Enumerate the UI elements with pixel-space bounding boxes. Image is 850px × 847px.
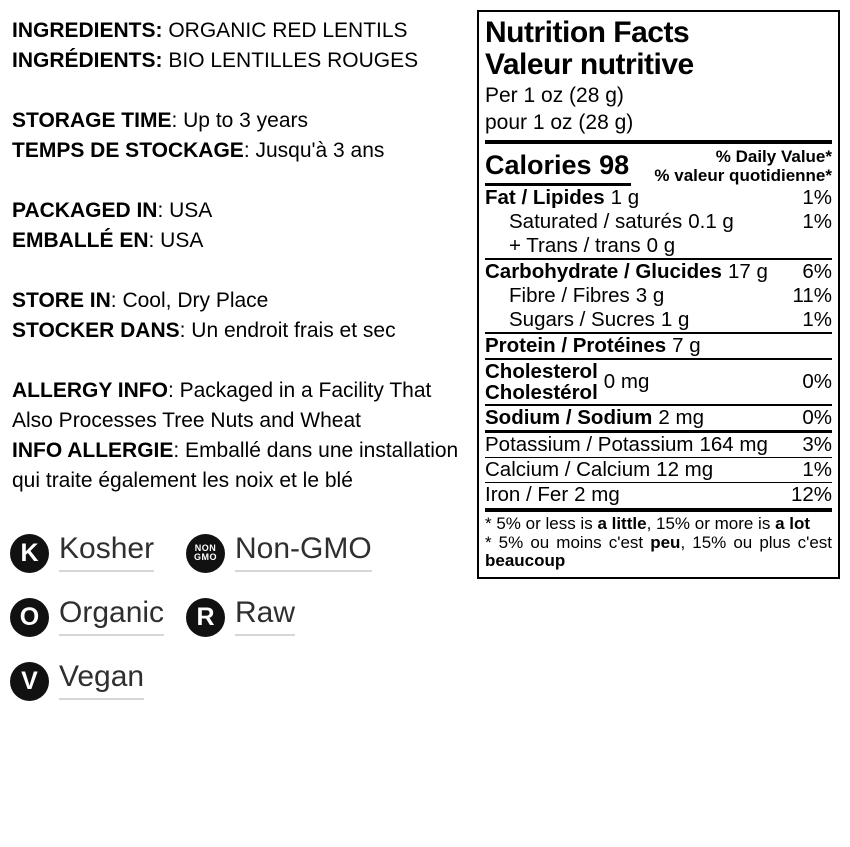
nutrient-row-saturated [485, 210, 832, 234]
cholesterol-dv: 0% [802, 370, 832, 393]
calories-label: Calories [485, 150, 592, 180]
non-gmo-icon-line2: GMO [194, 552, 217, 562]
sodium-name: Sodium / Sodium [485, 406, 653, 429]
calcium-name: Calcium / Calcium [485, 458, 651, 481]
calcium-dv: 1% [802, 458, 832, 481]
rule-thick-top [485, 140, 832, 144]
packaged-in-label-en: PACKAGED IN [12, 199, 158, 222]
iron-amount: 2 mg [574, 483, 620, 506]
allergy-info-line-en [12, 376, 476, 436]
cholesterol-name-fr: Cholestérol [485, 381, 598, 404]
daily-value-header-fr: % valeur quotidienne* [654, 166, 832, 185]
fibre-dv: 11% [792, 284, 832, 307]
fat-amount: 1 g [610, 186, 640, 209]
nutrition-facts-panel [477, 10, 840, 579]
ingredients-line-fr [12, 46, 476, 76]
ingredients-line-en [12, 16, 476, 46]
badge-organic-label: Organic [59, 598, 164, 636]
carbohydrate-name: Carbohydrate / Glucides [485, 260, 722, 283]
carbohydrate-amount: 17 g [727, 260, 768, 283]
non-gmo-icon-line1: NON [194, 543, 217, 553]
iron-dv: 12% [790, 483, 832, 506]
sugars-name: Sugars / Sucres [509, 308, 655, 331]
nutrient-row-calcium [485, 457, 832, 482]
kosher-icon [10, 534, 49, 573]
footnote-en-seg3: , 15% or more is [646, 514, 776, 533]
storage-time-label-en: STORAGE TIME [12, 109, 172, 132]
allergy-info-value-fr: : Emballé dans une installation qui traite également les noix et le blé [12, 439, 459, 492]
ingredients-block [12, 16, 476, 76]
packaged-in-label-fr: EMBALLÉ EN [12, 229, 149, 252]
footnote-fr [485, 534, 832, 571]
store-in-line-fr [12, 316, 476, 346]
store-in-line-en [12, 286, 476, 316]
nutrient-row-carbohydrate [485, 258, 832, 284]
nutrient-row-trans [485, 234, 832, 258]
badge-non-gmo [186, 534, 406, 573]
fat-name: Fat / Lipides [485, 186, 605, 209]
badge-raw [186, 598, 406, 637]
saturated-amount: 0.1 g [688, 210, 734, 233]
kosher-icon-letter: K [20, 538, 39, 567]
packaged-in-block [12, 196, 476, 256]
footnote-fr-seg3: , 15% ou plus c'est [680, 532, 832, 552]
nutrient-row-protein [485, 332, 832, 358]
potassium-name: Potassium / Potassium [485, 433, 694, 456]
storage-time-value-en: : Up to 3 years [171, 109, 309, 132]
certification-badges [10, 521, 406, 713]
fibre-name: Fibre / Fibres [509, 284, 630, 307]
cholesterol-names [485, 361, 598, 403]
store-in-block [12, 286, 476, 346]
packaged-in-line-en [12, 196, 476, 226]
store-in-label-en: STORE IN [12, 289, 111, 312]
badge-kosher-label: Kosher [59, 534, 154, 572]
packaged-in-value-fr: : USA [148, 229, 204, 252]
nutrient-row-cholesterol [485, 358, 832, 404]
sugars-amount: 1 g [660, 308, 690, 331]
allergy-info-value-en: : Packaged in a Facility That Also Processes Tree Nuts and Wheat [12, 379, 432, 432]
storage-time-line-fr [12, 136, 476, 166]
calories-value: 98 [599, 150, 630, 180]
fat-dv: 1% [802, 186, 832, 209]
storage-time-label-fr: TEMPS DE STOCKAGE [12, 139, 244, 162]
protein-name: Protein / Protéines [485, 334, 667, 357]
footnote-en-seg2: a little [597, 514, 647, 533]
calories-zone [485, 147, 832, 186]
vegan-icon-letter: V [21, 666, 38, 695]
nutrition-title-fr: Valeur nutritive [485, 48, 694, 81]
trans-name: + Trans / trans [509, 234, 641, 257]
footnote-fr-seg1: * 5% ou moins c'est [485, 532, 651, 552]
nutrient-row-sodium [485, 404, 832, 430]
organic-icon [10, 598, 49, 637]
badge-organic [10, 598, 186, 637]
serving-size-en: Per 1 oz (28 g) [485, 84, 624, 107]
nutrient-row-potassium [485, 430, 832, 457]
serving-size-fr: pour 1 oz (28 g) [485, 111, 634, 134]
protein-amount: 7 g [672, 334, 701, 357]
nutrient-row-fibre [485, 284, 832, 308]
store-in-label-fr: STOCKER DANS [12, 319, 180, 342]
allergy-info-block [12, 376, 476, 496]
product-info-column [12, 16, 476, 526]
storage-time-block [12, 106, 476, 166]
vegan-icon [10, 662, 49, 701]
allergy-info-label-fr: INFO ALLERGIE [12, 439, 174, 462]
store-in-value-en: : Cool, Dry Place [110, 289, 269, 312]
footnote [485, 508, 832, 573]
footnote-fr-seg4: beaucoup [485, 551, 566, 570]
badge-vegan-label: Vegan [59, 662, 144, 700]
raw-icon [186, 598, 225, 637]
ingredients-value-fr: BIO LENTILLES ROUGES [162, 49, 419, 72]
allergy-info-label-en: ALLERGY INFO [12, 379, 168, 402]
sugars-dv: 1% [802, 308, 832, 331]
footnote-en [485, 515, 832, 534]
iron-name: Iron / Fer [485, 483, 569, 506]
raw-icon-letter: R [196, 602, 215, 631]
ingredients-value-en: ORGANIC RED LENTILS [162, 19, 408, 42]
daily-value-header [654, 147, 832, 186]
organic-icon-letter: O [19, 602, 40, 631]
footnote-en-seg4: a lot [775, 514, 811, 533]
footnote-fr-seg2: peu [650, 532, 681, 552]
badge-raw-label: Raw [235, 598, 295, 636]
allergy-info-line-fr [12, 436, 476, 496]
nutrient-row-fat [485, 186, 832, 210]
storage-time-value-fr: : Jusqu'à 3 ans [243, 139, 385, 162]
calories-row [485, 150, 631, 186]
sodium-dv: 0% [802, 406, 832, 429]
badge-non-gmo-label: Non-GMO [235, 534, 372, 572]
potassium-amount: 164 mg [699, 433, 768, 456]
badge-kosher [10, 534, 186, 573]
packaged-in-line-fr [12, 226, 476, 256]
non-gmo-icon-text [194, 544, 217, 562]
saturated-dv: 1% [802, 210, 832, 233]
ingredients-label-en: INGREDIENTS: [12, 19, 163, 42]
cholesterol-amount: 0 mg [603, 370, 650, 393]
daily-value-header-en: % Daily Value* [715, 147, 832, 166]
store-in-value-fr: : Un endroit frais et sec [179, 319, 396, 342]
fibre-amount: 3 g [635, 284, 665, 307]
footnote-en-seg1: * 5% or less is [485, 514, 598, 533]
cholesterol-name-en: Cholesterol [485, 360, 598, 383]
saturated-name: Saturated / saturés [509, 210, 683, 233]
sodium-amount: 2 mg [658, 406, 704, 429]
nutrient-row-sugars [485, 308, 832, 332]
nutrition-title-en: Nutrition Facts [485, 16, 690, 49]
packaged-in-value-en: : USA [157, 199, 213, 222]
storage-time-line-en [12, 106, 476, 136]
carbohydrate-dv: 6% [802, 260, 832, 283]
potassium-dv: 3% [802, 433, 832, 456]
trans-amount: 0 g [646, 234, 676, 257]
ingredients-label-fr: INGRÉDIENTS: [12, 49, 163, 72]
nutrient-row-iron [485, 482, 832, 507]
non-gmo-icon [186, 534, 225, 573]
badge-vegan [10, 662, 186, 701]
calcium-amount: 12 mg [656, 458, 714, 481]
